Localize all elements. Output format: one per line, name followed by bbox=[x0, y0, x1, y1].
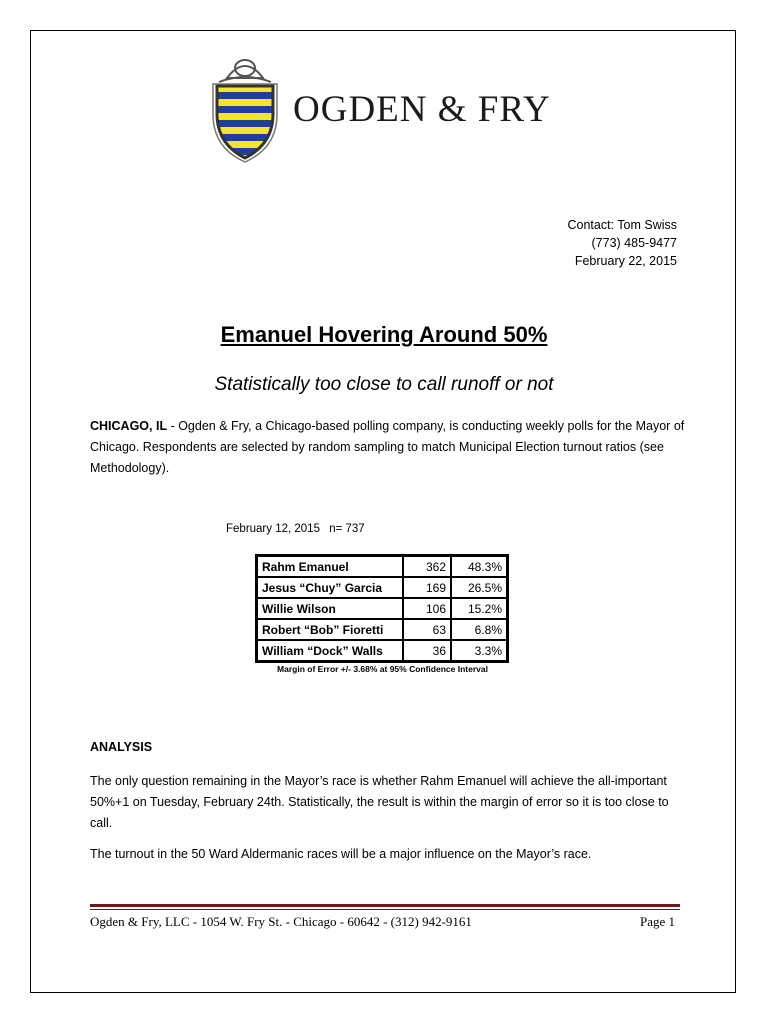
footer-address: Ogden & Fry, LLC - 1054 W. Fry St. - Chicago - 60642 - (312) 942-9161 bbox=[90, 914, 472, 929]
candidate-percent: 15.2% bbox=[451, 598, 507, 619]
analysis-paragraph: The turnout in the 50 Ward Aldermanic races will be a major influence on the Mayor’s race. bbox=[90, 847, 592, 861]
candidate-name: William “Dock” Walls bbox=[257, 640, 403, 661]
poll-caption bbox=[226, 523, 365, 535]
table-row bbox=[257, 598, 507, 619]
dateline: CHICAGO, IL bbox=[90, 419, 168, 433]
subheadline: Statistically too close to call runoff or not bbox=[214, 374, 554, 395]
candidate-votes: 106 bbox=[403, 598, 451, 619]
candidate-votes: 169 bbox=[403, 577, 451, 598]
intro-text: - Ogden & Fry, a Chicago-based polling company, is conducting weekly polls for the Mayor of Chicago. Respondents are selected by random sampling to match Municipal Election turnout ratios (see Methodology). bbox=[90, 419, 685, 475]
candidate-percent: 6.8% bbox=[451, 619, 507, 640]
candidate-name: Jesus “Chuy” Garcia bbox=[257, 577, 403, 598]
analysis-heading: ANALYSIS bbox=[90, 740, 153, 754]
intro-paragraph bbox=[90, 416, 690, 479]
candidate-name: Willie Wilson bbox=[257, 598, 403, 619]
shield-crest-icon bbox=[205, 48, 285, 164]
logo-wordmark: OGDEN & FRY bbox=[293, 88, 551, 130]
headline: Emanuel Hovering Around 50% bbox=[220, 322, 548, 347]
table-row bbox=[257, 577, 507, 598]
margin-of-error-note: Margin of Error +/- 3.68% at 95% Confidence Interval bbox=[277, 664, 488, 674]
contact-phone: (773) 485-9477 bbox=[591, 236, 677, 250]
contact-name: Contact: Tom Swiss bbox=[567, 218, 677, 232]
poll-sample-size: n= 737 bbox=[329, 523, 365, 535]
table-row bbox=[257, 556, 507, 577]
candidate-name: Rahm Emanuel bbox=[257, 556, 403, 577]
candidate-name: Robert “Bob” Fioretti bbox=[257, 619, 403, 640]
table-row bbox=[257, 619, 507, 640]
page-number: Page 1 bbox=[639, 914, 675, 929]
candidate-votes: 63 bbox=[403, 619, 451, 640]
candidate-percent: 3.3% bbox=[451, 640, 507, 661]
table-row bbox=[257, 640, 507, 661]
poll-results-table bbox=[255, 554, 509, 663]
footer-divider bbox=[90, 909, 680, 910]
company-logo bbox=[205, 48, 563, 164]
footer-divider bbox=[90, 904, 680, 907]
release-date: February 22, 2015 bbox=[574, 254, 677, 268]
candidate-percent: 48.3% bbox=[451, 556, 507, 577]
analysis-paragraph: The only question remaining in the Mayor’s race is whether Rahm Emanuel will achieve the all-important 50%+1 on Tuesday, February 24th. Statistically, the result is within the margin of error so it is too close to call. bbox=[90, 774, 669, 830]
candidate-percent: 26.5% bbox=[451, 577, 507, 598]
contact-block bbox=[567, 216, 677, 270]
candidate-votes: 36 bbox=[403, 640, 451, 661]
candidate-votes: 362 bbox=[403, 556, 451, 577]
poll-date: February 12, 2015 bbox=[226, 523, 320, 535]
